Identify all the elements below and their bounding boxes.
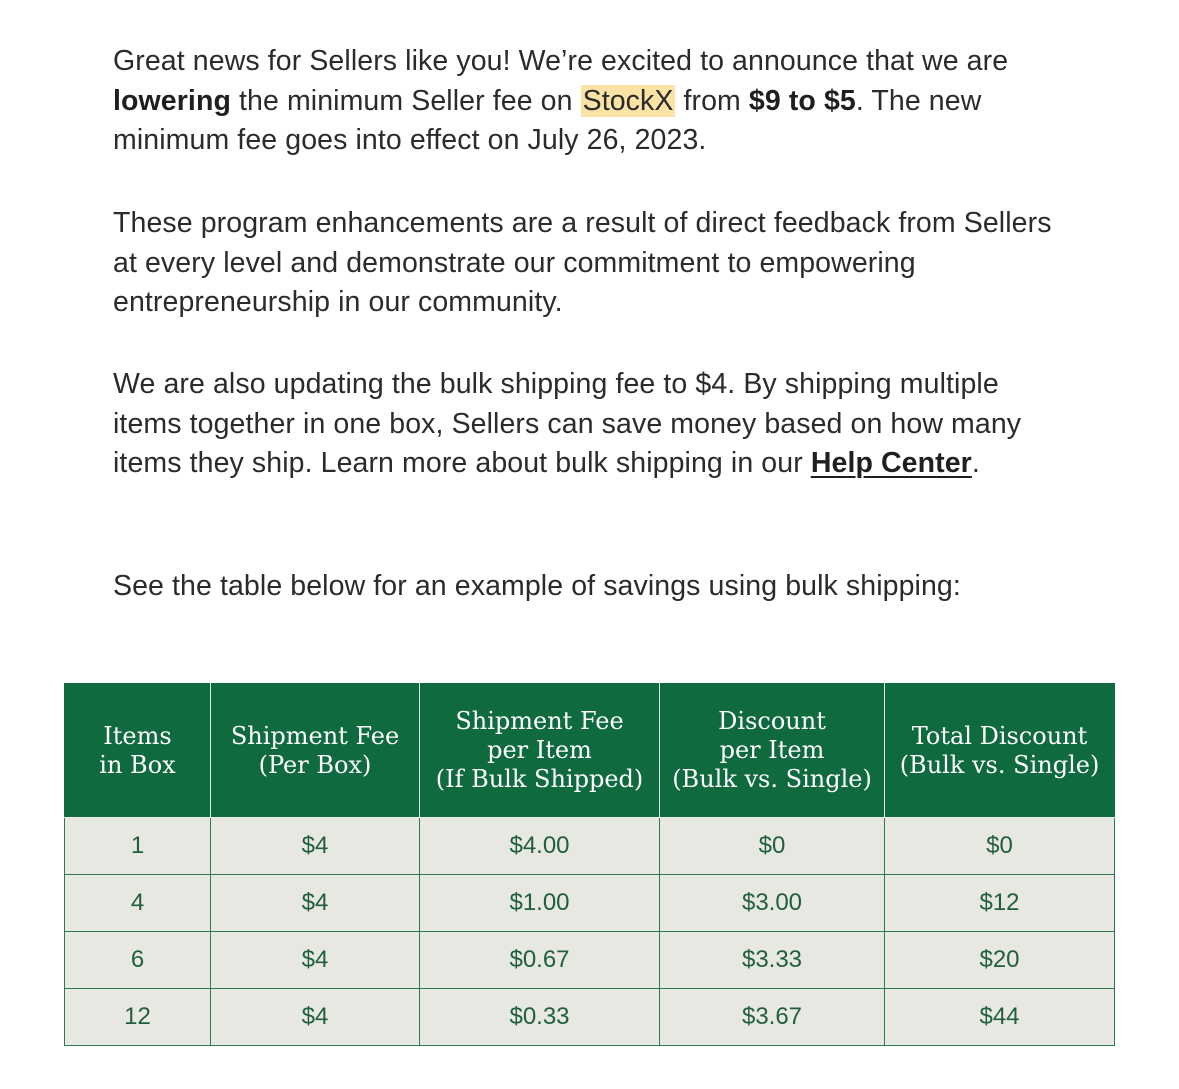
table-row bbox=[65, 989, 1115, 1046]
header-shipment-fee-per-box bbox=[211, 684, 420, 818]
cell-fee-per-item: $0.67 bbox=[420, 932, 660, 989]
cell-fee-per-item: $0.33 bbox=[420, 989, 660, 1046]
header-line: per Item bbox=[487, 736, 592, 764]
cell-total-discount: $20 bbox=[885, 932, 1115, 989]
cell-fee-per-item: $1.00 bbox=[420, 875, 660, 932]
cell-discount-per-item: $3.00 bbox=[660, 875, 885, 932]
header-line: (Bulk vs. Single) bbox=[672, 765, 872, 793]
table-header-row bbox=[65, 684, 1115, 818]
cell-discount-per-item: $3.67 bbox=[660, 989, 885, 1046]
table-intro-paragraph: See the table below for an example of savings using bulk shipping: bbox=[113, 570, 961, 602]
announcement-paragraph bbox=[113, 42, 1073, 161]
bold-text: lowering bbox=[113, 84, 231, 117]
header-line: Total Discount bbox=[911, 721, 1088, 750]
header-line: (If Bulk Shipped) bbox=[435, 765, 644, 793]
table-row bbox=[65, 818, 1115, 875]
cell-shipment-fee: $4 bbox=[211, 989, 420, 1046]
cell-discount-per-item: $0 bbox=[660, 818, 885, 875]
help-center-link[interactable]: Help Center bbox=[810, 447, 972, 479]
bulk-shipping-paragraph bbox=[113, 365, 1073, 484]
cell-items: 12 bbox=[65, 989, 211, 1046]
header-line: Shipment Fee bbox=[230, 721, 400, 750]
header-discount-per-item bbox=[660, 684, 885, 818]
bulk-shipping-savings-table bbox=[64, 683, 1115, 1046]
cell-discount-per-item: $3.33 bbox=[660, 932, 885, 989]
cell-total-discount: $0 bbox=[885, 818, 1115, 875]
header-shipment-fee-per-item bbox=[420, 684, 660, 818]
header-line: per Item bbox=[719, 736, 825, 764]
table-row bbox=[65, 875, 1115, 932]
enhancements-paragraph: These program enhancements are a result of direct feedback from Sellers at every level and demonstrate our commitment to empowering entrepreneurship in our community. bbox=[113, 207, 1052, 318]
header-line: Items bbox=[103, 721, 172, 750]
header-line: Shipment Fee bbox=[455, 707, 624, 735]
text: . The new minimum fee goes into effect on July 26, 2023. bbox=[113, 84, 982, 156]
text: from bbox=[675, 84, 749, 117]
cell-shipment-fee: $4 bbox=[211, 875, 420, 932]
cell-fee-per-item: $4.00 bbox=[420, 818, 660, 875]
highlighted-brand-name: StockX bbox=[582, 84, 674, 117]
cell-shipment-fee: $4 bbox=[211, 932, 420, 989]
header-line: in Box bbox=[99, 750, 176, 779]
cell-shipment-fee: $4 bbox=[211, 818, 420, 875]
cell-total-discount: $12 bbox=[885, 875, 1115, 932]
header-items-in-box bbox=[65, 684, 211, 818]
text: We are also updating the bulk shipping fee to $4. By shipping multiple items together in one box, Sellers can save money based on how many items they ship. Learn more about bulk shipping in our bbox=[113, 368, 1022, 479]
bold-fee-change: $9 to $5 bbox=[748, 84, 856, 117]
header-line: Discount bbox=[718, 707, 826, 735]
header-total-discount bbox=[885, 684, 1115, 818]
cell-total-discount: $44 bbox=[885, 989, 1115, 1046]
cell-items: 6 bbox=[65, 932, 211, 989]
text: . bbox=[971, 447, 980, 479]
header-line: (Per Box) bbox=[258, 750, 372, 779]
table-row bbox=[65, 932, 1115, 989]
cell-items: 4 bbox=[65, 875, 211, 932]
text: Great news for Sellers like you! We’re excited to announce that we are bbox=[113, 45, 1009, 77]
text: the minimum Seller fee on bbox=[230, 84, 581, 117]
header-line: (Bulk vs. Single) bbox=[899, 750, 1100, 779]
cell-items: 1 bbox=[65, 818, 211, 875]
